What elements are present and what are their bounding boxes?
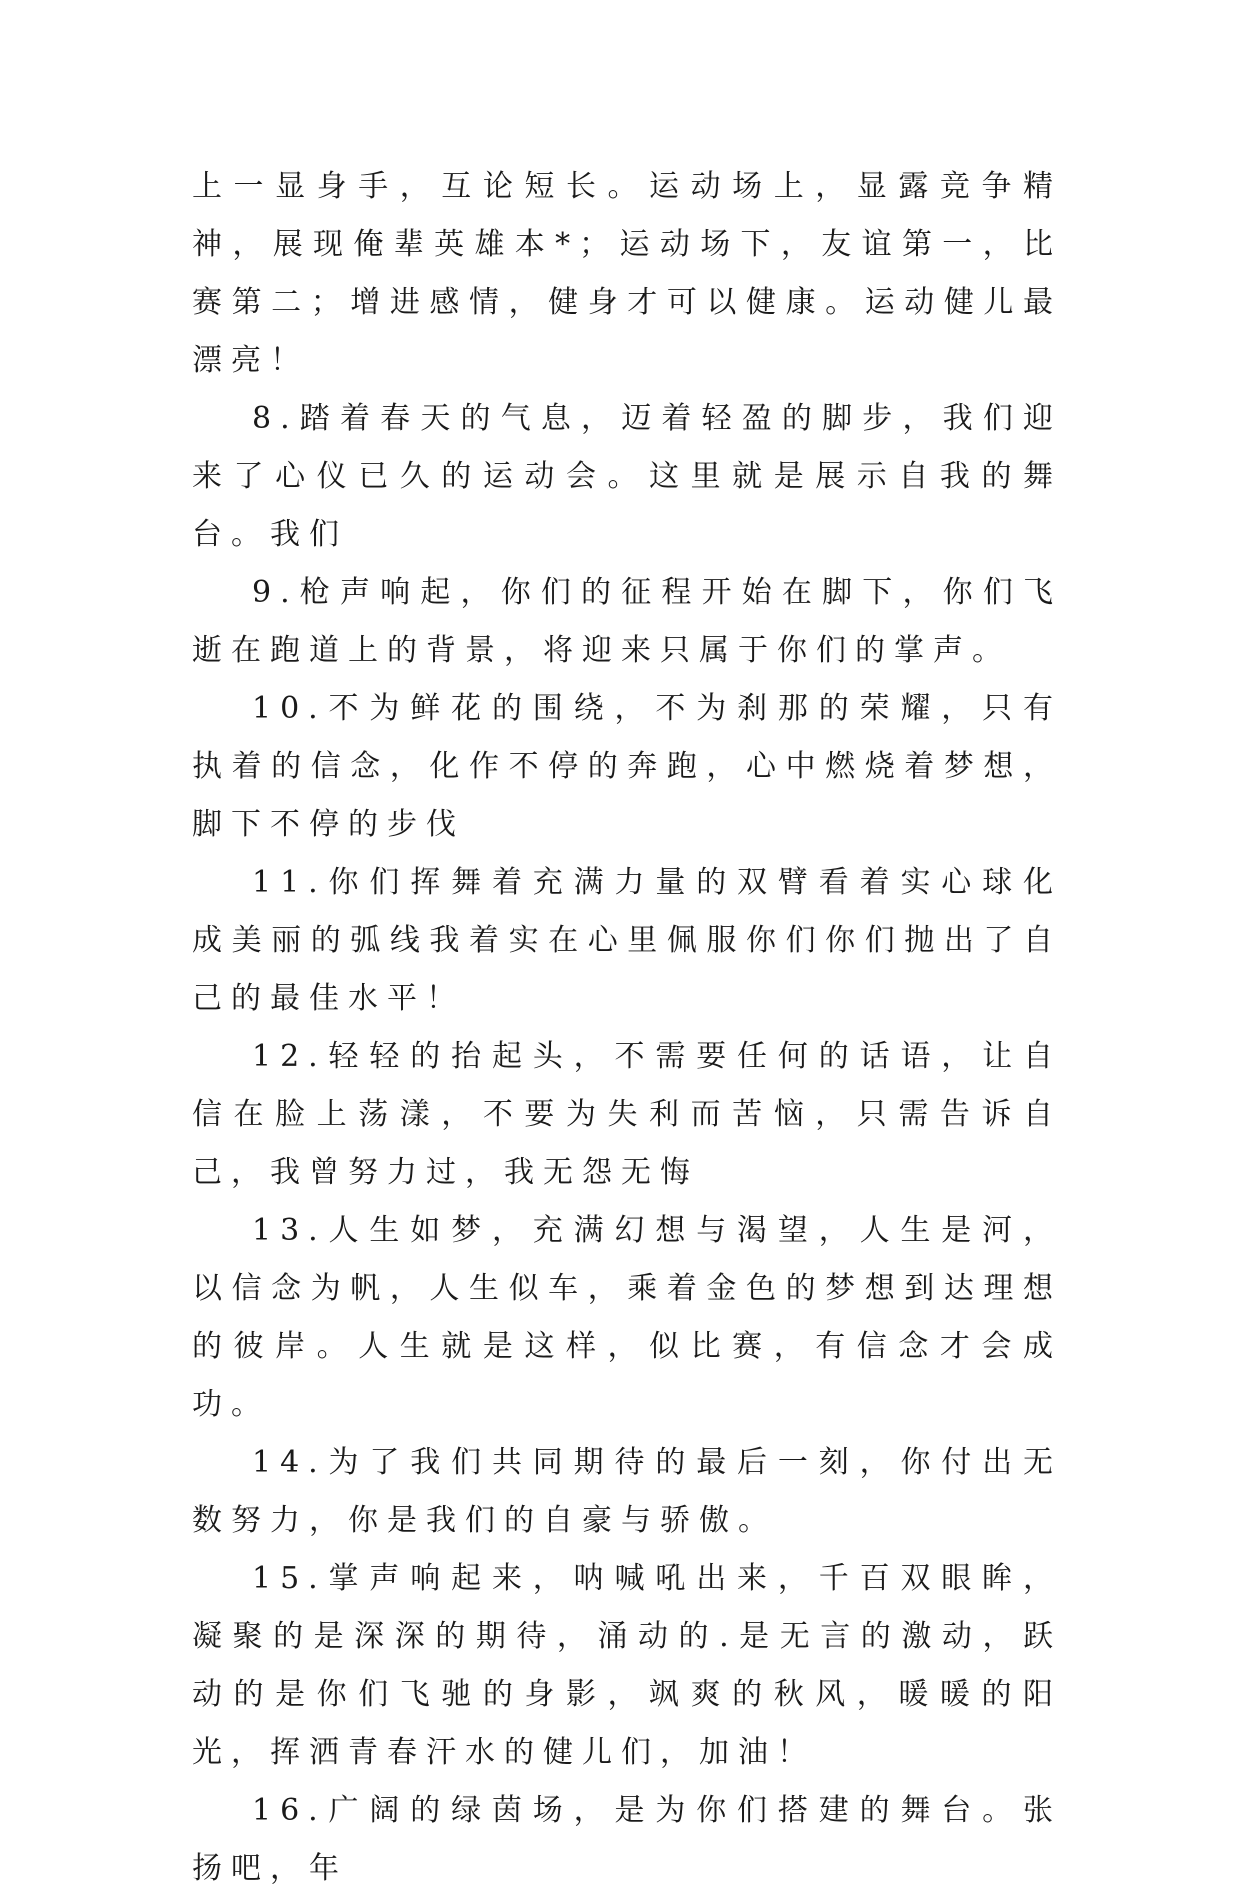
paragraph-14: 14.为了我们共同期待的最后一刻，你付出无数努力，你是我们的自豪与骄傲。 <box>192 1445 1062 1538</box>
paragraph-15: 15.掌声响起来，呐喊吼出来，千百双眼眸，凝聚的是深深的期待，涌动的.是无言的激动，跃动的是你们飞驰的身影，飒爽的秋风，暖暖的阳光，挥洒青春汗水的健儿们，加油！ <box>192 1561 1062 1770</box>
paragraph-9: 9.枪声响起，你们的征程开始在脚下，你们飞逝在跑道上的背景，将迎来只属于你们的掌声。 <box>192 575 1062 668</box>
paragraph-continuation: 上一显身手，互论短长。运动场上，显露竞争精神，展现俺辈英雄本*；运动场下，友谊第一，比赛第二；增进感情，健身才可以健康。运动健儿最漂亮！ <box>192 169 1062 378</box>
paragraph-10: 10.不为鲜花的围绕，不为刹那的荣耀，只有执着的信念，化作不停的奔跑，心中燃烧着梦想，脚下不停的步伐 <box>192 691 1062 842</box>
paragraph-16: 16.广阔的绿茵场，是为你们搭建的舞台。张扬吧，年 <box>192 1793 1062 1886</box>
paragraph-13: 13.人生如梦，充满幻想与渴望，人生是河，以信念为帆，人生似车，乘着金色的梦想到达理想的彼岸。人生就是这样，似比赛，有信念才会成功。 <box>192 1213 1062 1422</box>
paragraph-11: 11.你们挥舞着充满力量的双臂看着实心球化成美丽的弧线我着实在心里佩服你们你们抛出了自己的最佳水平！ <box>192 865 1062 1016</box>
paragraph-12: 12.轻轻的抬起头，不需要任何的话语，让自信在脸上荡漾，不要为失利而苦恼，只需告诉自己，我曾努力过，我无怨无悔 <box>192 1039 1062 1190</box>
paragraph-8: 8.踏着春天的气息，迈着轻盈的脚步，我们迎来了心仪已久的运动会。这里就是展示自我的舞台。我们 <box>192 401 1062 552</box>
document-body <box>192 158 1062 1898</box>
